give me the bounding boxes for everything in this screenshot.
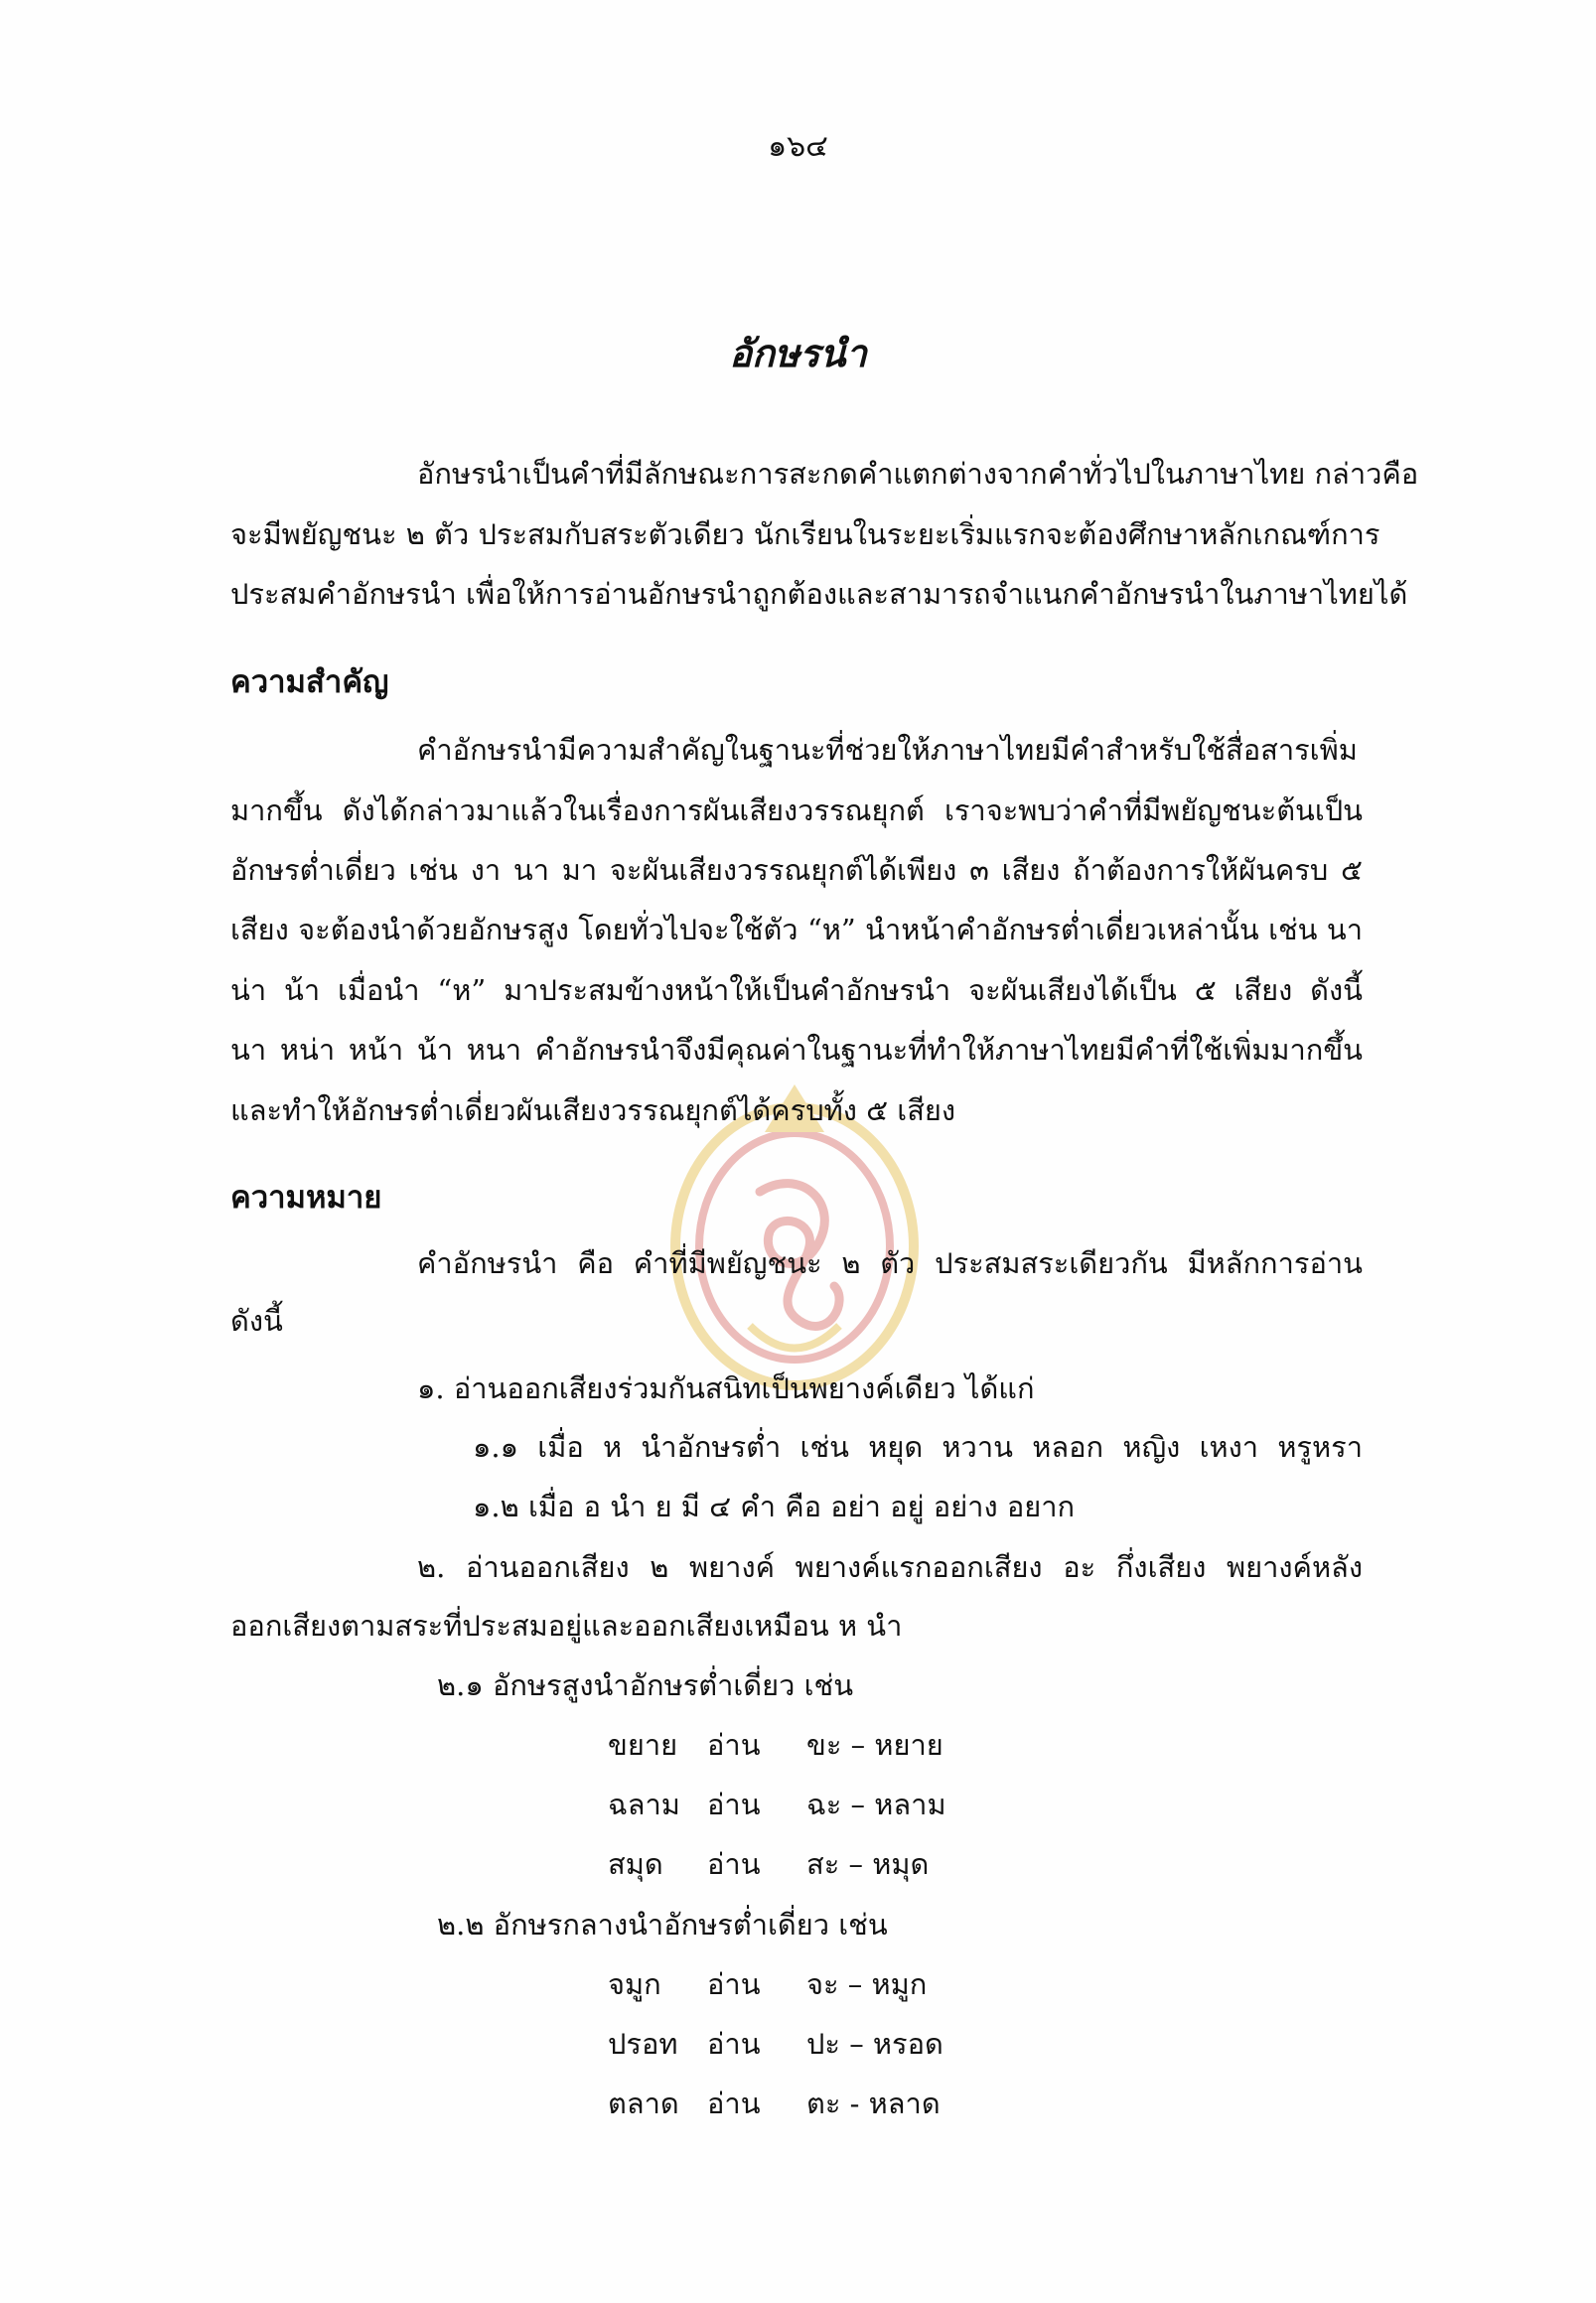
meaning-line-2: ดังนี้	[230, 1304, 283, 1338]
rule-2-line-b: ออกเสียงตามสระที่ประสมอยู่และออกเสียงเหมือน ห นำ	[230, 1609, 903, 1643]
meaning-line-1: คำอักษรนำ คือ คำที่มีพยัญชนะ ๒ ตัว ประสมสระเดียวกัน มีหลักการอ่าน	[417, 1246, 1363, 1280]
rule-2-line-a: ๒. อ่านออกเสียง ๒ พยางค์ พยางค์แรกออกเสียง อะ กึ่งเสียง พยางค์หลัง	[417, 1550, 1363, 1584]
rule-1-1: ๑.๑ เมื่อ ห นำอักษรต่ำ เช่น หยุด หวาน หลอก หญิง เหงา หรูหรา	[473, 1430, 1363, 1464]
example-pronunciation: ขะ – หยาย	[806, 1728, 943, 1762]
importance-line: มากขึ้น ดังได้กล่าวมาแล้วในเรื่องการผันเสียงวรรณยุกต์ เราจะพบว่าคำที่มีพยัญชนะต้นเป็น	[230, 793, 1363, 827]
importance-line: และทำให้อักษรต่ำเดี่ยวผันเสียงวรรณยุกต์ได้ครบทั้ง ๕ เสียง	[230, 1093, 956, 1127]
example-pronunciation: จะ – หมูก	[806, 1967, 928, 2001]
example-read: อ่าน	[707, 1847, 761, 1881]
rule-2-2: ๒.๒ อักษรกลางนำอักษรต่ำเดี่ยว เช่น	[437, 1908, 888, 1942]
example-word: ตลาด	[608, 2087, 679, 2120]
importance-line: อักษรต่ำเดี่ยว เช่น งา นา มา จะผันเสียงวรรณยุกต์ได้เพียง ๓ เสียง ถ้าต้องการให้ผันครบ ๕	[230, 853, 1363, 887]
intro-line-1: อักษรนำเป็นคำที่มีลักษณะการสะกดคำแตกต่างจากคำทั่วไปในภาษาไทย กล่าวคือ	[417, 457, 1419, 491]
example-pronunciation: ฉะ – หลาม	[806, 1788, 946, 1821]
rule-1-2: ๑.๒ เมื่อ อ นำ ย มี ๔ คำ คือ อย่า อยู่ อย่าง อยาก	[473, 1490, 1076, 1523]
example-word: จมูก	[608, 1967, 661, 2001]
example-read: อ่าน	[707, 2027, 761, 2061]
example-read: อ่าน	[707, 2087, 761, 2120]
importance-line: นา หน่า หน้า น้า หนา คำอักษรนำจึงมีคุณค่าในฐานะที่ทำให้ภาษาไทยมีคำที่ใช้เพิ่มมากขึ้น	[230, 1033, 1363, 1067]
intro-line-2: จะมีพยัญชนะ ๒ ตัว ประสมกับสระตัวเดียว นักเรียนในระยะเริ่มแรกจะต้องศึกษาหลักเกณฑ์การ	[230, 517, 1380, 551]
example-pronunciation: สะ – หมุด	[806, 1847, 930, 1881]
example-read: อ่าน	[707, 1788, 761, 1821]
example-pronunciation: ปะ – หรอด	[806, 2027, 943, 2061]
section-heading-meaning: ความหมาย	[230, 1180, 382, 1216]
example-word: ขยาย	[608, 1728, 678, 1762]
rule-1: ๑. อ่านออกเสียงร่วมกันสนิทเป็นพยางค์เดียว ได้แก่	[417, 1371, 1035, 1405]
rule-2-1: ๒.๑ อักษรสูงนำอักษรต่ำเดี่ยว เช่น	[437, 1668, 854, 1702]
importance-line: เสียง จะต้องนำด้วยอักษรสูง โดยทั่วไปจะใช้ตัว “ห” นำหน้าคำอักษรต่ำเดี่ยวเหล่านั้น เช่น นา	[230, 913, 1363, 946]
example-pronunciation: ตะ - หลาด	[806, 2087, 941, 2120]
example-word: ปรอท	[608, 2027, 678, 2061]
example-read: อ่าน	[707, 1967, 761, 2001]
page-number: ๑๖๔	[768, 129, 828, 164]
intro-line-3: ประสมคำอักษรนำ เพื่อให้การอ่านอักษรนำถูกต้องและสามารถจำแนกคำอักษรนำในภาษาไทยได้	[230, 577, 1408, 611]
example-read: อ่าน	[707, 1728, 761, 1762]
example-word: ฉลาม	[608, 1788, 680, 1821]
page-title: อักษรนำ	[729, 331, 867, 375]
section-heading-importance: ความสำคัญ	[230, 664, 389, 700]
importance-line: น่า น้า เมื่อนำ “ห” มาประสมข้างหน้าให้เป็นคำอักษรนำ จะผันเสียงได้เป็น ๕ เสียง ดังนี้	[230, 973, 1363, 1007]
example-word: สมุด	[608, 1847, 663, 1881]
importance-line: คำอักษรนำมีความสำคัญในฐานะที่ช่วยให้ภาษาไทยมีคำสำหรับใช้สื่อสารเพิ่ม	[417, 733, 1358, 767]
